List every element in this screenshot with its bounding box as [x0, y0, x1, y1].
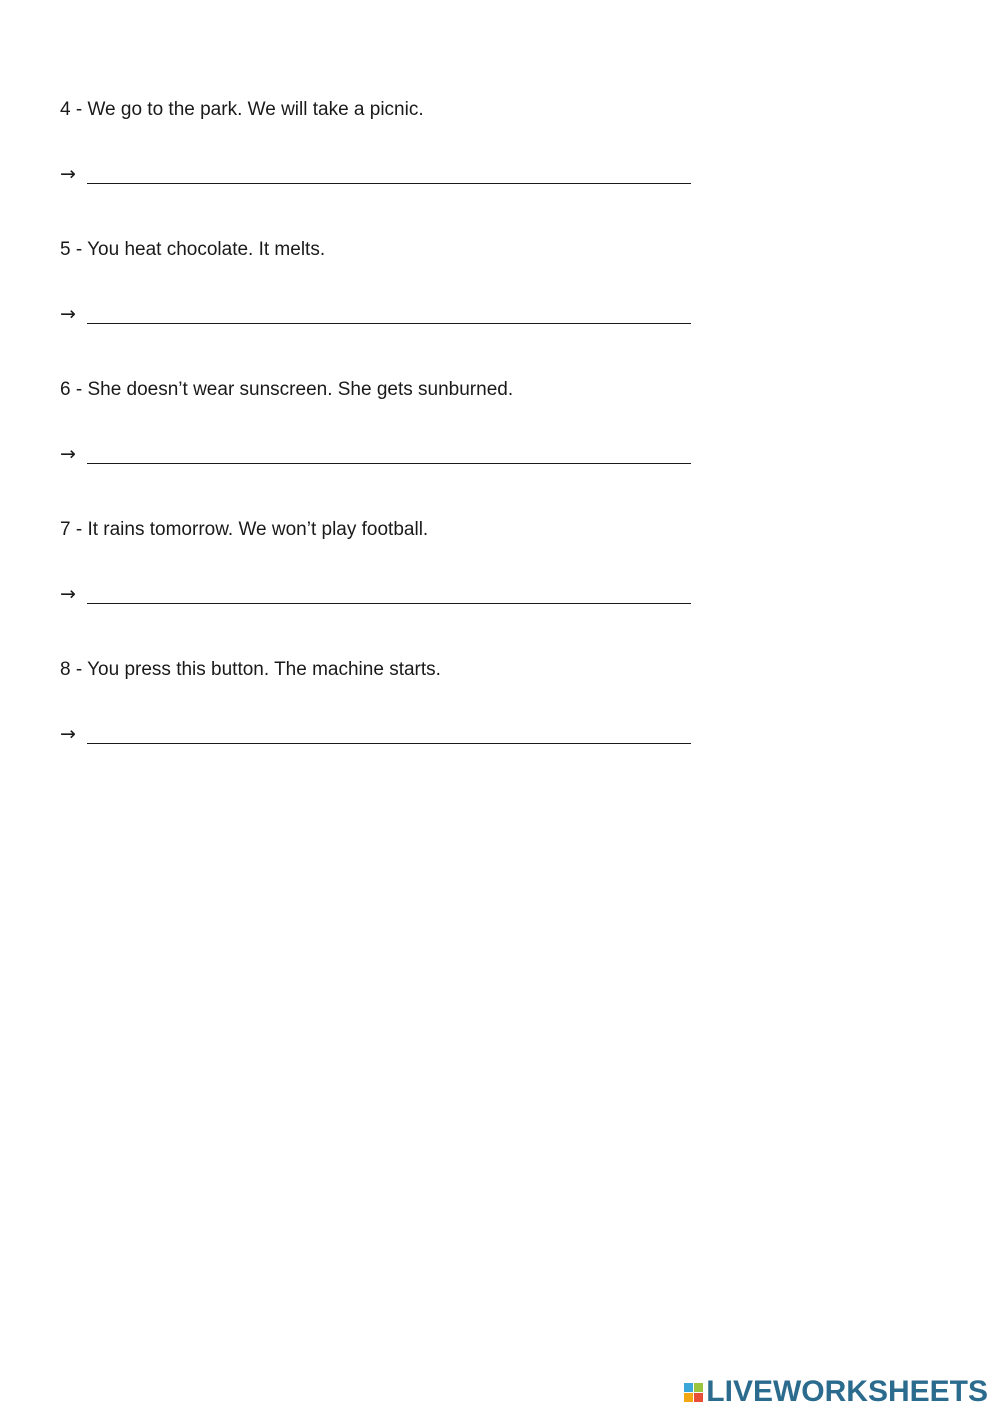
logo-square — [694, 1383, 703, 1392]
arrow-icon: → — [60, 163, 76, 185]
answer-input[interactable] — [87, 183, 691, 184]
exercise-8 — [60, 658, 700, 745]
exercise-5 — [60, 238, 700, 325]
answer-input[interactable] — [87, 603, 691, 604]
answer-input[interactable] — [87, 743, 691, 744]
logo-square — [684, 1393, 693, 1402]
question-text: 7 - It rains tomorrow. We won’t play football. — [60, 519, 429, 540]
logo-text: LIVEWORKSHEETS — [706, 1375, 988, 1408]
answer-input[interactable] — [87, 323, 691, 324]
liveworksheets-logo — [684, 1376, 988, 1408]
answer-input[interactable] — [87, 463, 691, 464]
exercise-4 — [60, 98, 700, 185]
question-text: 8 - You press this button. The machine starts. — [60, 659, 441, 680]
arrow-icon: → — [60, 443, 76, 465]
logo-square — [684, 1383, 693, 1392]
answer-row — [60, 162, 700, 190]
exercise-6 — [60, 378, 700, 465]
logo-square — [694, 1393, 703, 1402]
exercise-7 — [60, 518, 700, 605]
question-text: 5 - You heat chocolate. It melts. — [60, 239, 326, 260]
arrow-icon: → — [60, 723, 76, 745]
logo-mark-icon — [684, 1383, 703, 1402]
answer-row — [60, 302, 700, 330]
arrow-icon: → — [60, 583, 76, 605]
answer-row — [60, 582, 700, 610]
answer-row — [60, 442, 700, 470]
arrow-icon: → — [60, 303, 76, 325]
question-text: 4 - We go to the park. We will take a picnic. — [60, 99, 424, 120]
question-text: 6 - She doesn’t wear sunscreen. She gets sunburned. — [60, 379, 514, 400]
answer-row — [60, 722, 700, 750]
